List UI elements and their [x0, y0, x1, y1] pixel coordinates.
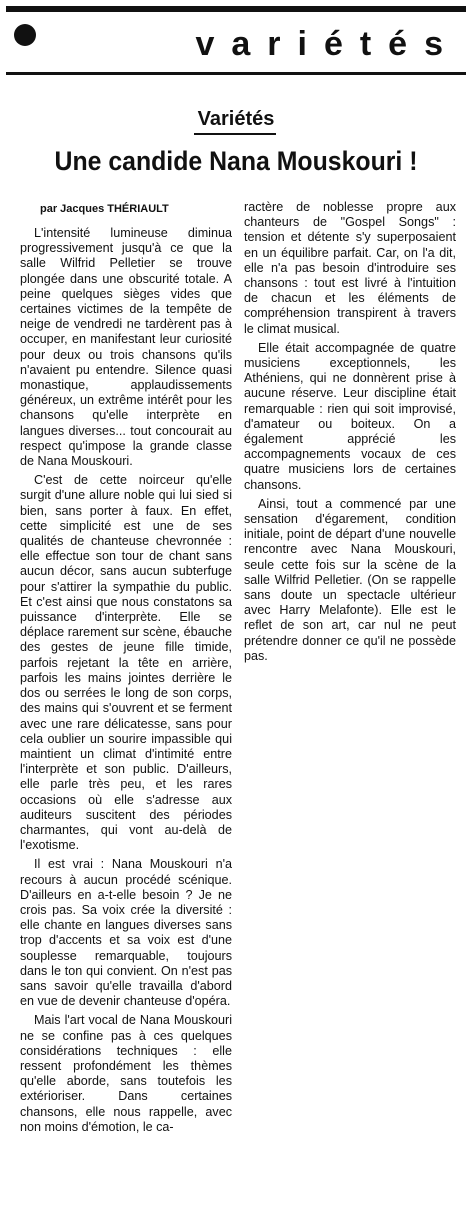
paragraph: Mais l'art vocal de Nana Mouskouri ne se confine pas à ces quelques considérations techniques : elle ressent profondément les thèmes qu'elle aborde, sans toutefois les extérioriser. Dans certaines chansons, elle nous rappelle, avec non moins d'émotion, le ca-	[20, 1013, 232, 1134]
article-kicker: Variétés	[197, 108, 275, 130]
article-byline: par Jacques THÉRIAULT	[40, 203, 169, 215]
paragraph: Il est vrai : Nana Mouskouri n'a recours à aucun procédé scénique. D'ailleurs en a-t-elle besoin ? Je ne crois pas. Sa voix crée la diversité : elle chante en langues diverses sans trop d'accents et sa voix est d'une souplesse remarquable, toujours dans le ton qui convient. On n'est pas sans savoir qu'elle travailla d'abord en vue de devenir chanteuse d'opéra.	[20, 857, 232, 1009]
section-rule	[6, 72, 466, 75]
paragraph: Elle était accompagnée de quatre musiciens exceptionnels, les Athéniens, qui ne donnèrent prise à aucune réserve. Leur discipline était remarquable : rien qui soit improvisé, d'amateur ou boiteux. On a également apprécié les accompagnements vocaux de ces quatre musiciens lors de certaines chansons.	[244, 340, 456, 492]
article-headline: Une candide Nana Mouskouri !	[54, 146, 418, 176]
article-column-left	[20, 226, 232, 1139]
top-rule	[6, 6, 466, 12]
paragraph: C'est de cette noirceur qu'elle surgit d'une allure noble qui lui sied si bien, sans porter à faux. En effet, cette simplicité est une de ses qualités de chanteuse chevronnée : elle effectue son tour de chant sans aucun décor, sans aucun subterfuge pour s'attirer la sympathie du public. Et c'est ainsi que nous constatons sa puissance d'interprète. Elle se déplace rarement sur scène, ébauche des gestes de jeune fille timide, parfois rejetant la tête en arrière, parfois les mains jointes derrière le dos ou serrées le long de son corps, des mains qui s'ouvrent et se ferment avec une rare délicatesse, sans pour cela oublier un sourire impassible qui maintient un climat d'intimité entre l'interprète et son public. D'ailleurs, elle parle très peu, et les rares occasions où elle s'adresse aux auditeurs suscitent des périodes charmantes, qui vont au-delà de l'exotisme.	[20, 473, 232, 853]
kicker-underline	[194, 133, 276, 135]
article-column-right	[244, 200, 456, 668]
section-title: variétés	[195, 25, 460, 63]
bullet-icon	[14, 24, 36, 46]
paragraph: L'intensité lumineuse diminua progressivement jusqu'à ce que la salle Wilfrid Pelletier se trouve plongée dans une obscurité totale. A peine quelques sièges vides que certaines victimes de la tempête de neige de vendredi ne tardèrent pas à occuper, en manifestant leur curiosité pour deux ou trois chansons qu'ils n'avaient pu entendre. Silence quasi monastique, applaudissements généreux, un extrême intérêt pour les chansons qu'elle interprète en langues diverses... tout concourait au respect qu'impose la grande classe de Nana Mouskouri.	[20, 226, 232, 469]
paragraph: ractère de noblesse propre aux chanteurs de "Gospel Songs" : tension et détente s'y superposaient en un équilibre parfait. Car, on l'a dit, elle n'a pas besoin d'introduire ses chansons : tout est livré à l'intuition de chacun et les éléments de compréhension transpirent à travers le climat musical.	[244, 200, 456, 336]
paragraph: Ainsi, tout a commencé par une sensation d'égarement, condition initiale, point de départ d'une nouvelle rencontre avec Nana Mouskouri, seule cette fois sur la scène de la salle Wilfrid Pelletier. (On se rappelle sans doute un spectacle ultérieur avec Harry Melafonte). Elle est le reflet de son art, car nul ne peut prétendre donner ce qu'il ne possède pas.	[244, 496, 456, 663]
